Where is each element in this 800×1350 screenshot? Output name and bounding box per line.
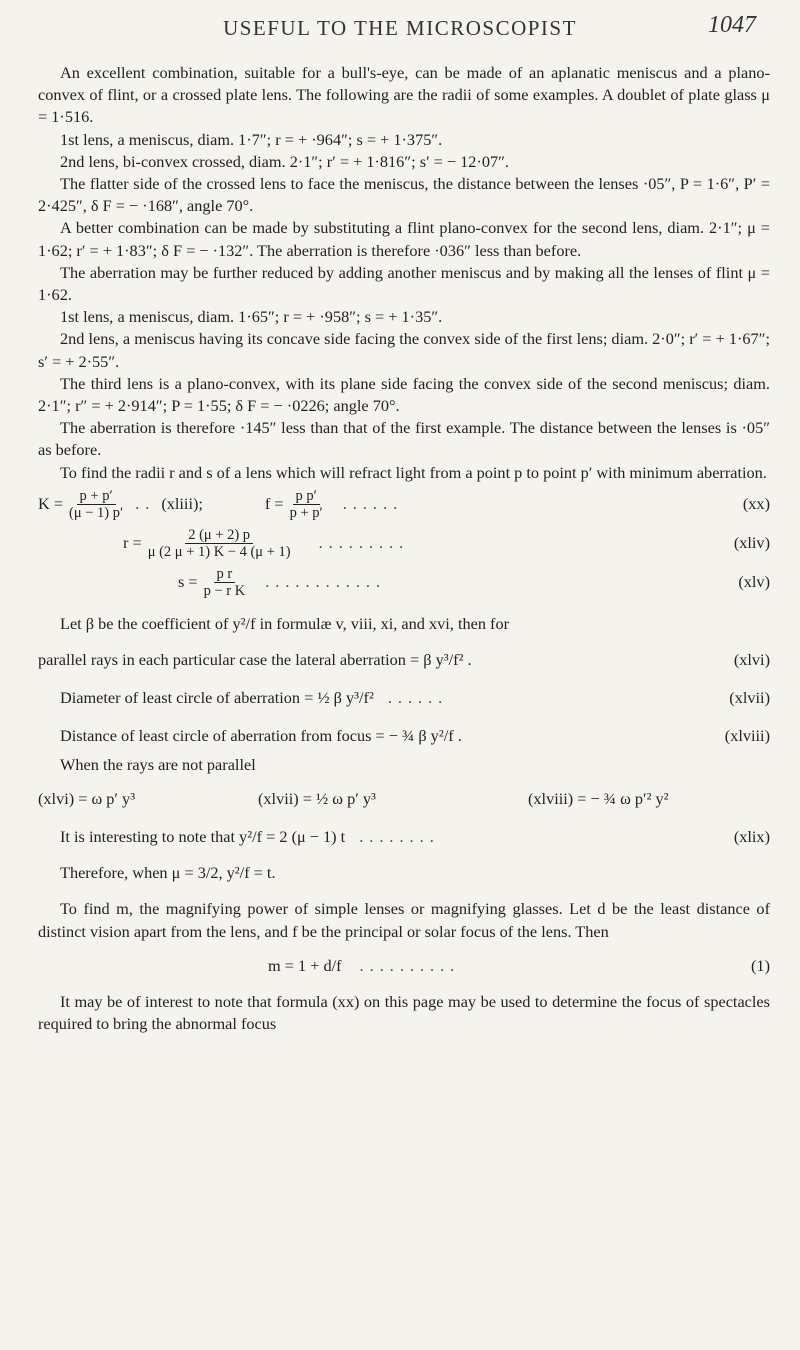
fraction: [145, 527, 294, 560]
fraction: [201, 566, 249, 599]
paragraph: The third lens is a plano-convex, with its plane side facing the convex side of the second meniscus; diam. 2·1″; r″ = + 2·914″; P = 1·55; δ F = − ·0226; angle 70°.: [38, 373, 770, 416]
formula-xliv: r = $\frac{2 (\mu + 2) p}{\mu (2 \mu + 1) K - 4 (\mu + 1)}$ ......... (xliv): [123, 526, 770, 560]
denominator: μ (2 μ + 1) K − 4 (μ + 1): [147, 543, 291, 560]
formula-text: (xlvi) = ω p′ y³: [38, 788, 136, 808]
formula-xlvi: [38, 649, 770, 671]
formula-lhs: K =: [38, 494, 64, 514]
formula-xlv: s = $\frac{\text{p r}}{\text{p − r K}}$ ............ (xlv): [178, 565, 770, 599]
paragraph: 1st lens, a meniscus, diam. 1·7″; r = + ·964″; s = + 1·375″.: [60, 129, 443, 149]
paragraph: The aberration is therefore ·145″ less than that of the first example. The distance between the lenses is ·05″ as before.: [38, 418, 770, 460]
formula-text: It is interesting to note that y²/f = 2 (μ − 1) t: [60, 827, 346, 847]
paragraph: A better combination can be made by substituting a flint plano-convex for the second lens, diam. 2·1″; μ = 1·62; r′ = + 1·83″; δ F = − ·132″. The aberration is therefore ·036″ less than before.: [38, 218, 770, 260]
paragraph: To find the radii r and s of a lens which will refract light from a point p to point p′ with minimum aberration.: [60, 462, 767, 482]
numerator: p + p′: [77, 488, 116, 505]
formula-text: (xlvii) = ½ ω p′ y³: [258, 788, 376, 808]
formula-xx: [265, 488, 329, 521]
formula-xlvii: Diameter of least circle of aberration = ½ β y³/f² ...... (xlvii): [38, 687, 770, 709]
paragraph: 1st lens, a meniscus, diam. 1·65″; r = + ·958″; s = + 1·35″.: [60, 307, 443, 327]
numerator: 2 (μ + 2) p: [185, 527, 253, 544]
denominator: (μ − 1) p′: [69, 504, 124, 521]
formula-lhs: f =: [264, 494, 284, 514]
numerator: p r: [214, 566, 236, 583]
formula-lhs: s =: [178, 572, 198, 592]
paragraph: 2nd lens, a meniscus having its concave side facing the convex side of the first lens; diam. 2·0″; r′ = + 1·67″; s′ = + 2·55″.: [38, 329, 770, 371]
formula-tag: (xlvi): [733, 650, 770, 670]
formula-text: Diameter of least circle of aberration = ½ β y³/f²: [60, 688, 374, 708]
running-title: USEFUL TO THE MICROSCOPIST: [223, 16, 577, 40]
formula-xlviii: [38, 725, 770, 747]
formula-text: (xlviii) = − ¾ ω p′² y²: [528, 788, 669, 808]
formula-lhs: r =: [123, 533, 142, 553]
paragraph: Let β be the coefficient of y²/f in formulæ v, viii, xi, and xvi, then for: [60, 613, 510, 633]
paragraph: The aberration may be further reduced by adding another meniscus and by making all the lenses of flint μ = 1·62.: [38, 262, 770, 305]
formula-text: Distance of least circle of aberration from focus = − ¾ β y²/f .: [60, 726, 462, 746]
formula-tag: (xliii);: [161, 494, 203, 514]
formula-1: m = 1 + d/f .......... (1): [38, 955, 770, 977]
formula-tag: (1): [751, 955, 770, 975]
omega-formulas: [38, 788, 770, 810]
fraction: [287, 488, 326, 521]
page-body: [38, 62, 770, 1036]
numerator: p p′: [293, 488, 320, 505]
paragraph: An excellent combination, suitable for a bull's-eye, can be made of an aplanatic meniscus and a plano-convex of flint, or a crossed plate lens. The following are the radii of some examples. A doublet of plate glass μ = 1·516.: [38, 63, 770, 127]
formula-tag: (xx): [742, 494, 770, 514]
paragraph: It may be of interest to note that formula (xx) on this page may be used to determine the focus of spectacles required to bring the abnormal focus: [38, 992, 770, 1034]
formula-tag: (xlviii): [724, 726, 770, 746]
page-number: 1047: [708, 12, 756, 38]
formula-text: m = 1 + d/f: [268, 955, 342, 975]
formula-tag: (xlix): [733, 827, 770, 847]
formula-tag: (xlv): [738, 572, 770, 592]
denominator: p + p′: [289, 504, 323, 521]
paragraph: 2nd lens, bi-convex crossed, diam. 2·1″; r′ = + 1·816″; s′ = − 12·07″.: [60, 151, 509, 171]
formula-row-k-f: K = $\frac{p + p'}{(\mu - 1) p'}$ .. (xliii); f = $\frac{\text{p p′}}{p + p'}$ ...... (xx): [38, 487, 770, 521]
fraction: [66, 488, 126, 521]
formula-tag: (xliv): [733, 533, 770, 553]
paragraph: To find m, the magnifying power of simple lenses or magnifying glasses. Let d be the least distance of distinct vision apart from the lens, and f be the principal or solar focus of the lens. Then: [38, 899, 770, 941]
paragraph: Therefore, when μ = 3/2, y²/f = t.: [60, 863, 276, 883]
paragraph: The flatter side of the crossed lens to face the meniscus, the distance between the lenses ·05″, P = 1·6″, P′ = 2·425″, δ F = − ·168″, angle 70°.: [38, 174, 770, 216]
running-header: [0, 10, 800, 46]
formula-text: parallel rays in each particular case the lateral aberration = β y³/f² .: [38, 650, 472, 670]
denominator: p − r K: [203, 582, 246, 599]
formula-xliii: K = $\frac{p + p'}{(\mu - 1) p'}$ .. (xliii);: [38, 487, 203, 521]
formula-xlix: It is interesting to note that y²/f = 2 (μ − 1) t ........ (xlix): [38, 826, 770, 848]
formula-tag: (xlvii): [729, 688, 770, 708]
paragraph: When the rays are not parallel: [60, 754, 256, 774]
